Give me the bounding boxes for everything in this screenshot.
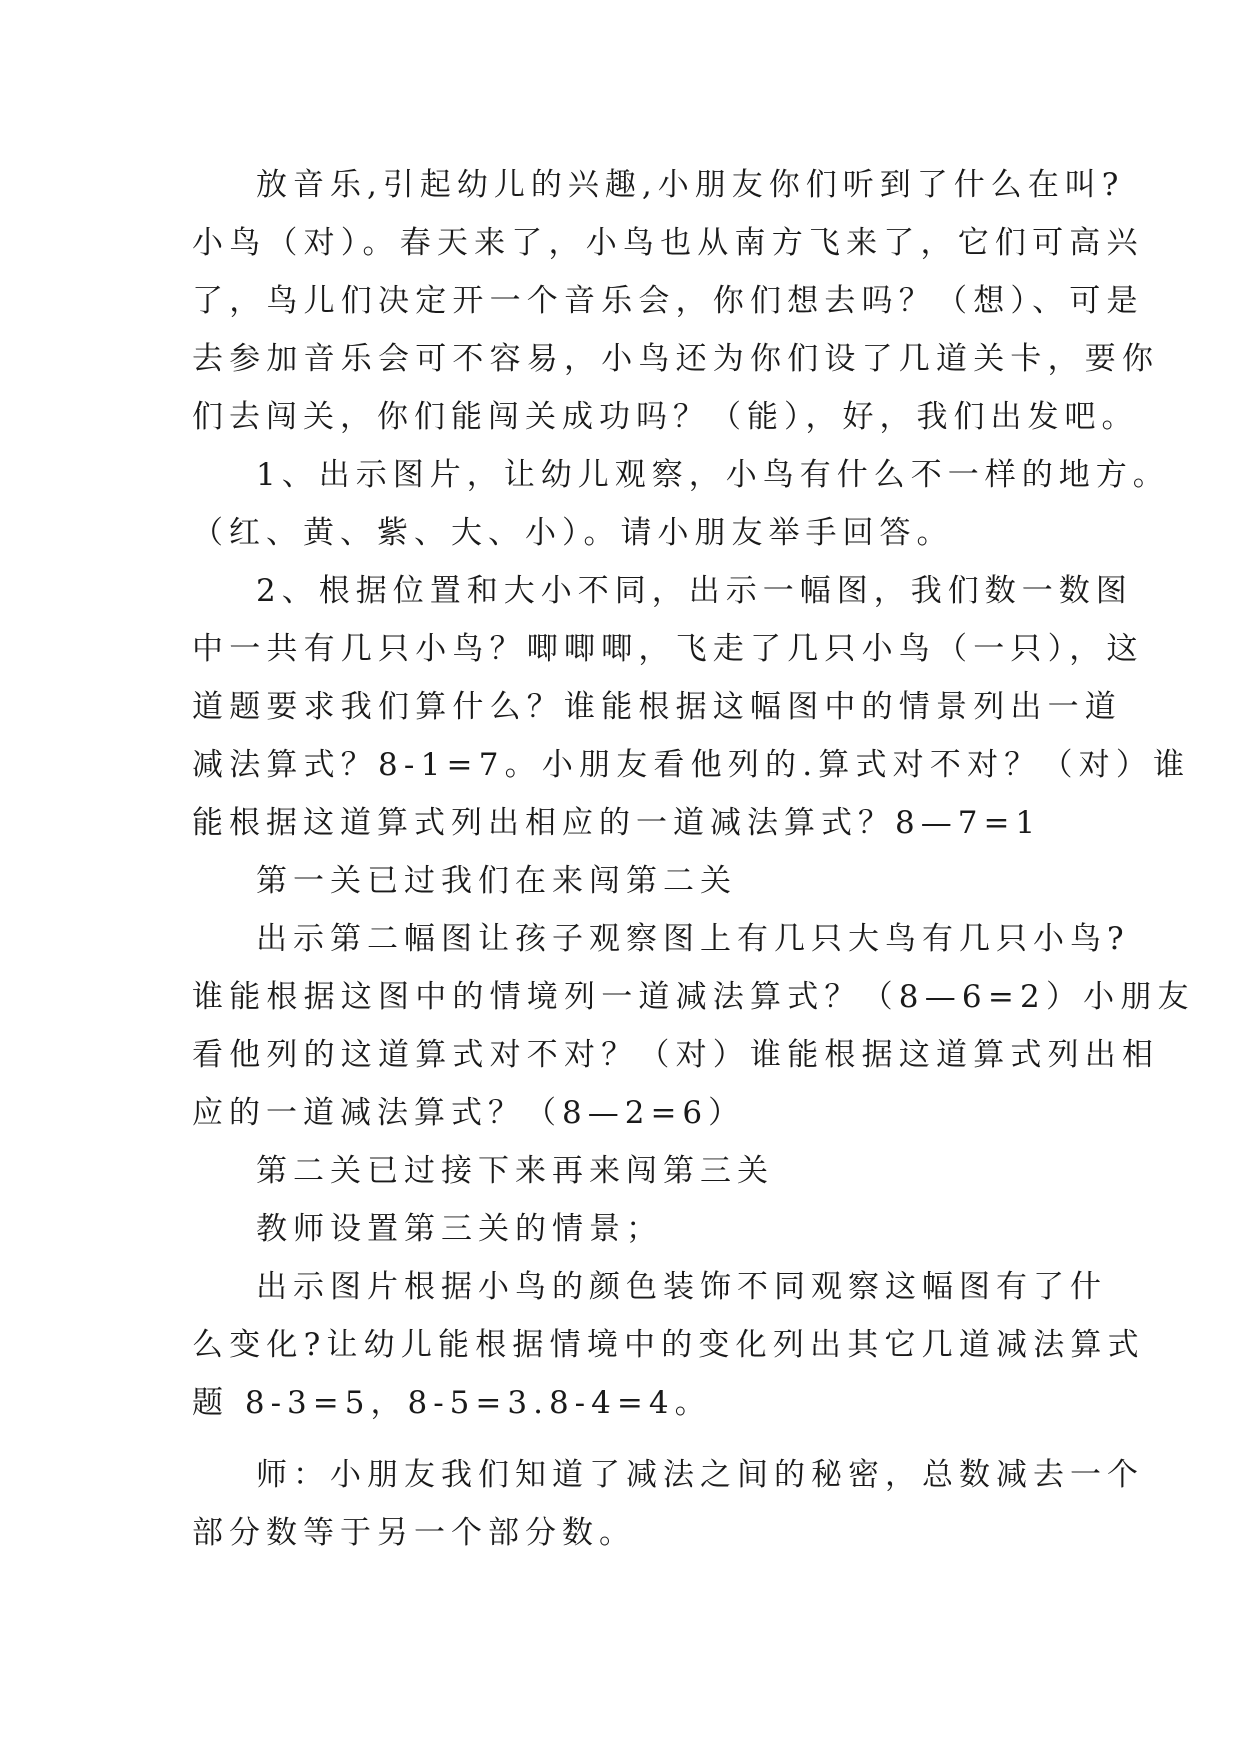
text-line: 了，鸟儿们决定开一个音乐会，你们想去吗？（想）、可是 — [192, 283, 1144, 319]
text-line: 能根据这道算式列出相应的一道减法算式？8—7=1 — [192, 805, 1042, 841]
text-line: 么变化?让幼儿能根据情境中的变化列出其它几道减法算式 — [192, 1327, 1145, 1363]
text-line: 出示第二幅图让孩子观察图上有几只大鸟有几只小鸟? — [256, 921, 1130, 957]
text-line: 1、出示图片，让幼儿观察，小鸟有什么不一样的地方。 — [256, 457, 1170, 493]
text-line: 中一共有几只小鸟？唧唧唧，飞走了几只小鸟（一只），这 — [192, 631, 1144, 667]
text-line: 们去闯关，你们能闯关成功吗？（能），好，我们出发吧。 — [192, 399, 1139, 435]
text-line: 第一关已过我们在来闯第二关 — [256, 863, 737, 899]
text-line: 2、根据位置和大小不同，出示一幅图，我们数一数图 — [256, 573, 1133, 609]
text-line: 题 8-3=5，8-5=3.8-4=4。 — [192, 1385, 712, 1421]
text-line: 小鸟（对）。春天来了，小鸟也从南方飞来了，它们可高兴 — [192, 225, 1144, 261]
text-line: 道题要求我们算什么？谁能根据这幅图中的情景列出一道 — [192, 689, 1122, 725]
text-line: 第二关已过接下来再来闯第三关 — [256, 1153, 774, 1189]
text-line: 减法算式？8-1=7。小朋友看他列的.算式对不对？（对）谁 — [192, 747, 1191, 783]
text-line: 部分数等于另一个部分数。 — [192, 1515, 636, 1551]
text-line: （红、黄、紫、大、小）。请小朋友举手回答。 — [192, 515, 954, 551]
text-line: 应的一道减法算式？（8—2=6） — [192, 1095, 746, 1131]
text-line: 放音乐,引起幼儿的兴趣,小朋友你们听到了什么在叫? — [256, 167, 1125, 203]
text-line: 出示图片根据小鸟的颜色装饰不同观察这幅图有了什 — [256, 1269, 1107, 1305]
text-line: 师：小朋友我们知道了减法之间的秘密，总数减去一个 — [256, 1457, 1144, 1493]
text-line: 看他列的这道算式对不对？（对）谁能根据这道算式列出相 — [192, 1037, 1160, 1073]
text-line: 去参加音乐会可不容易，小鸟还为你们设了几道关卡，要你 — [192, 341, 1160, 377]
text-line: 谁能根据这图中的情境列一道减法算式？（8—6=2）小朋友 — [192, 979, 1195, 1015]
text-line: 教师设置第三关的情景； — [256, 1211, 663, 1247]
